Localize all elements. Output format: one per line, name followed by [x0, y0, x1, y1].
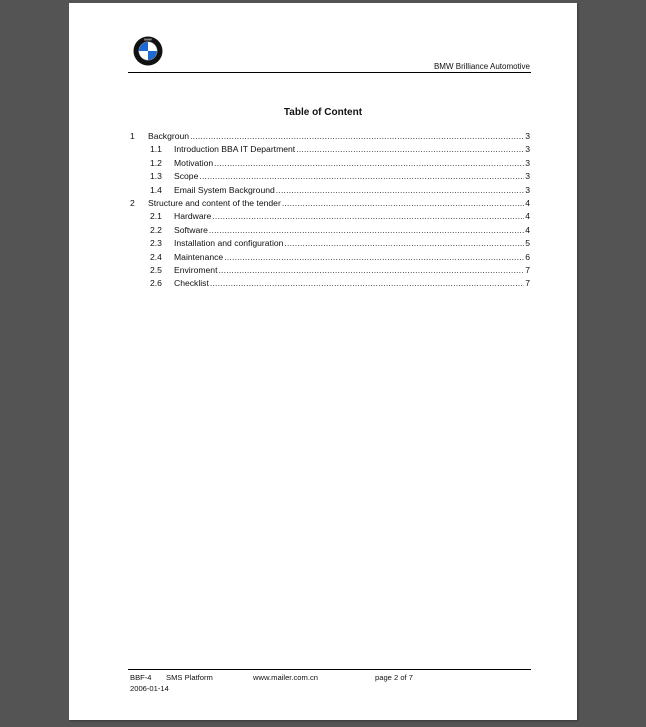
toc-label: Introduction BBA IT Department: [174, 144, 296, 155]
toc-page: 3: [525, 144, 530, 155]
toc-leader: [296, 143, 524, 156]
header-divider: [128, 72, 531, 73]
footer-divider: [128, 669, 531, 670]
footer-website: www.mailer.com.cn: [253, 673, 318, 682]
toc-page: 3: [525, 157, 530, 168]
toc-label: Backgroun: [148, 131, 190, 141]
toc-leader: [276, 184, 524, 197]
toc-leader: [209, 224, 524, 237]
footer-date: 2006-01-14: [130, 684, 169, 693]
toc-number: 2.3: [150, 238, 162, 249]
toc-entry[interactable]: [130, 143, 530, 156]
toc-entry[interactable]: [130, 210, 530, 223]
toc-number: 1.1: [150, 144, 162, 155]
toc-page: 4: [525, 224, 530, 235]
toc-number: 2.5: [150, 264, 162, 275]
toc-entry[interactable]: [130, 264, 530, 277]
toc-label: Scope: [174, 171, 199, 182]
toc-number: 1: [130, 131, 135, 141]
toc-entry[interactable]: [130, 197, 530, 210]
toc-leader: [218, 264, 524, 277]
toc-page: 7: [525, 264, 530, 275]
footer-page-number: page 2 of 7: [375, 673, 414, 682]
svg-text:BMW: BMW: [144, 37, 152, 42]
toc-entry[interactable]: [130, 277, 530, 290]
toc-leader: [282, 197, 524, 210]
toc-leader: [210, 277, 524, 290]
table-of-contents: [130, 130, 530, 291]
toc-number: 1.2: [150, 157, 162, 168]
toc-page: 4: [525, 211, 530, 222]
toc-title: Table of Content: [283, 107, 363, 118]
toc-page: 5: [525, 238, 530, 249]
toc-label: Email System Background: [174, 184, 275, 195]
toc-page: 3: [525, 171, 530, 182]
toc-leader: [224, 251, 524, 264]
document-page: [69, 3, 577, 720]
toc-number: 2.2: [150, 224, 162, 235]
toc-label: Structure and content of the tender: [148, 197, 281, 208]
toc-label: Enviroment: [174, 264, 218, 275]
toc-page: 3: [525, 131, 530, 141]
toc-label: Maintenance: [174, 251, 224, 262]
bmw-roundel-icon: [133, 36, 163, 66]
toc-number: 2.6: [150, 278, 162, 289]
toc-leader: [190, 130, 524, 143]
toc-page: 3: [525, 184, 530, 195]
toc-leader: [199, 170, 524, 183]
toc-page: 4: [525, 197, 530, 208]
footer-platform: SMS Platform: [166, 673, 213, 682]
toc-entry[interactable]: [130, 130, 530, 143]
toc-label: Installation and configuration: [174, 238, 284, 249]
toc-leader: [212, 210, 524, 223]
toc-entry[interactable]: [130, 224, 530, 237]
toc-entry[interactable]: [130, 170, 530, 183]
footer-doc-code: BBF-4: [130, 673, 152, 682]
toc-entry[interactable]: [130, 157, 530, 170]
toc-page: 6: [525, 251, 530, 262]
toc-entry[interactable]: [130, 184, 530, 197]
toc-label: Checklist: [174, 278, 209, 289]
toc-leader: [284, 237, 524, 250]
toc-entry[interactable]: [130, 251, 530, 264]
toc-number: 2: [130, 197, 135, 208]
toc-leader: [214, 157, 524, 170]
toc-number: 1.3: [150, 171, 162, 182]
toc-number: 2.4: [150, 251, 162, 262]
company-name: BMW Brilliance Automotive: [433, 62, 530, 71]
toc-label: Hardware: [174, 211, 212, 222]
toc-entry[interactable]: [130, 237, 530, 250]
toc-page: 7: [525, 278, 530, 289]
toc-label: Motivation: [174, 157, 214, 168]
toc-number: 1.4: [150, 184, 162, 195]
toc-number: 2.1: [150, 211, 162, 222]
toc-label: Software: [174, 224, 208, 235]
